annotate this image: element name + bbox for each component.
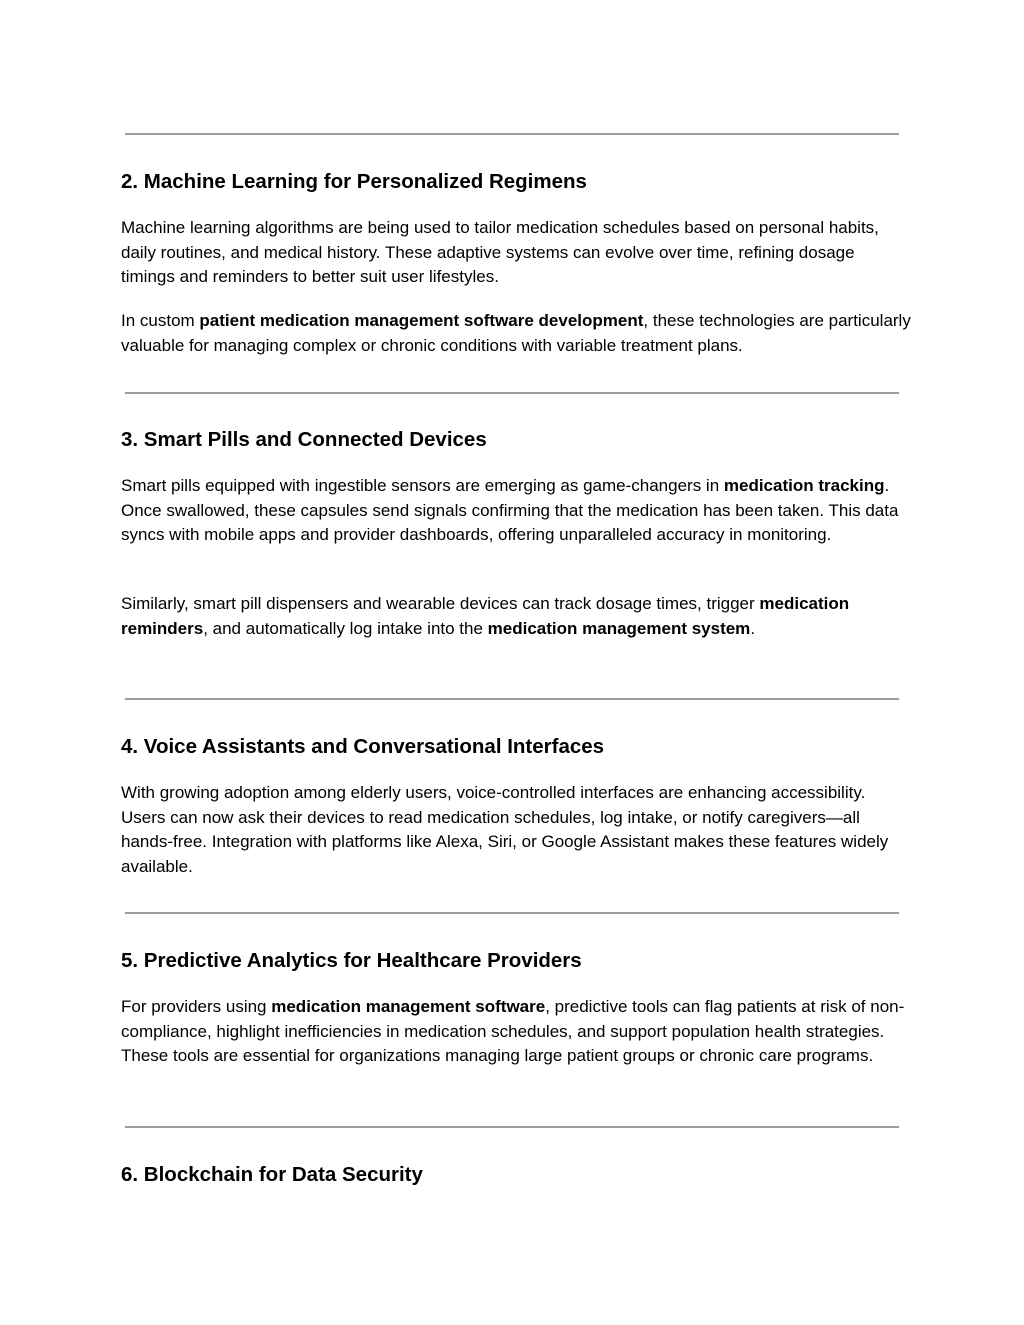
- paragraph: [121, 474, 911, 548]
- text-run: , and automatically log intake into the: [203, 618, 488, 638]
- section-heading: 2. Machine Learning for Personalized Regimens: [121, 170, 587, 193]
- text-run: Similarly, smart pill dispensers and wearable devices can track dosage times, trigger: [121, 594, 760, 613]
- horizontal-rule: [125, 698, 899, 700]
- horizontal-rule: [125, 912, 899, 914]
- bold-keyword: patient medication management software development: [199, 311, 644, 330]
- text-run: In custom: [121, 311, 200, 330]
- section-heading: 5. Predictive Analytics for Healthcare Providers: [121, 949, 582, 972]
- text-run: Smart pills equipped with ingestible sensors are emerging as game-changers in: [121, 476, 724, 495]
- bold-keyword: medication reminders: [121, 594, 850, 638]
- bold-keyword: medication management system: [487, 618, 751, 638]
- section-heading: 4. Voice Assistants and Conversational Interfaces: [121, 735, 605, 758]
- paragraph: [121, 309, 911, 358]
- paragraph: [121, 995, 911, 1069]
- section-heading: 6. Blockchain for Data Security: [121, 1163, 423, 1186]
- paragraph: [121, 592, 911, 641]
- text-run: For providers using: [121, 997, 272, 1016]
- paragraph: With growing adoption among elderly users, voice-controlled interfaces are enhancing accessibility. Users can now ask their devices to read medication schedules, log intake, or notify caregivers—all hands-free. Integration with platforms like Alexa, Siri, or Google Assistant makes these features widely available.: [121, 783, 889, 876]
- section-heading: 3. Smart Pills and Connected Devices: [121, 428, 487, 451]
- horizontal-rule: [125, 392, 899, 394]
- bold-keyword: medication management software: [271, 997, 546, 1016]
- horizontal-rule: [125, 133, 899, 135]
- horizontal-rule: [125, 1126, 899, 1128]
- paragraph: Machine learning algorithms are being used to tailor medication schedules based on personal habits, daily routines, and medical history. These adaptive systems can evolve over time, refining dosage timings and reminders to better suit user lifestyles.: [121, 218, 879, 286]
- bold-keyword: medication tracking: [723, 476, 885, 495]
- text-run: .: [750, 618, 756, 638]
- text-run: . Once swallowed, these capsules send signals confirming that the medication has been taken. This data syncs with mobile apps and provider dashboards, offering unparalleled accuracy in monitoring.: [121, 476, 899, 544]
- text-run: , predictive tools can flag patients at risk of non-compliance, highlight inefficiencies in medication schedules, and support population health strategies. These tools are essential for organizations managing large patient groups or chronic care programs.: [121, 997, 905, 1065]
- text-run: , these technologies are particularly valuable for managing complex or chronic conditions with variable treatment plans.: [121, 311, 911, 355]
